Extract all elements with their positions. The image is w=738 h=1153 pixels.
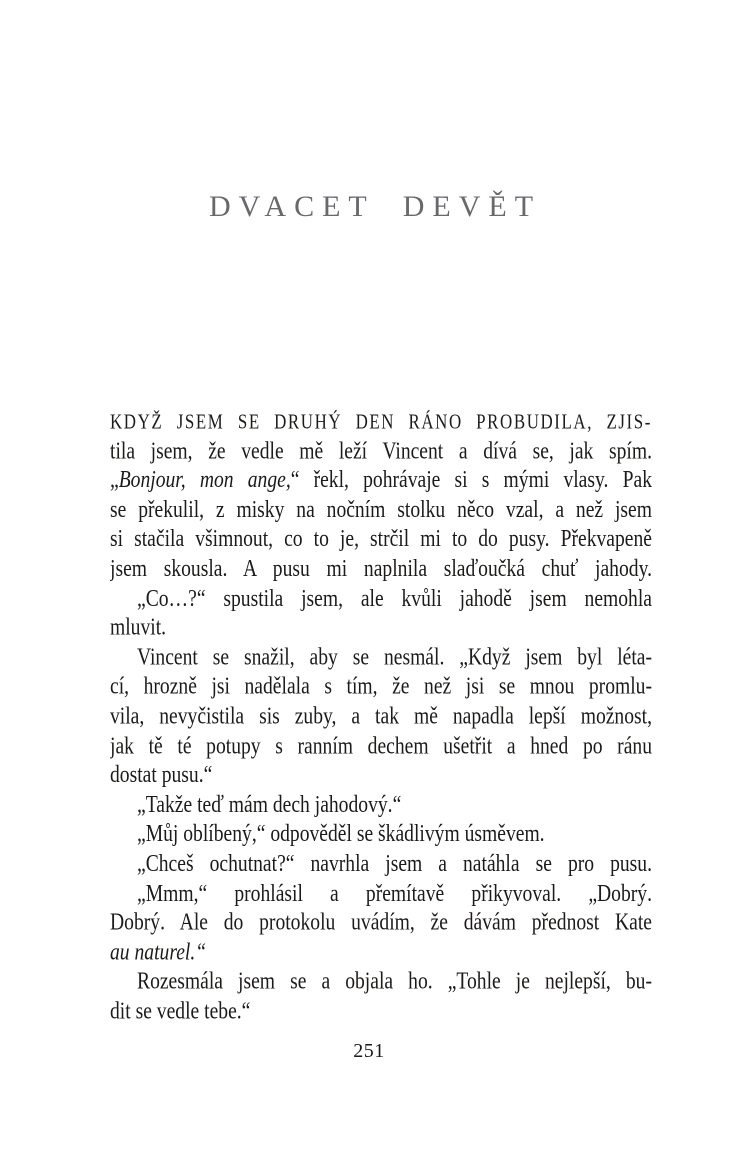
- text-line: [110, 702, 652, 731]
- text-line: [110, 938, 652, 967]
- text-line: [110, 820, 652, 849]
- text-line: [110, 790, 652, 819]
- text-run: jsem skousla. A pusu mi naplnila slaďoučká chuť jahody.: [110, 555, 652, 582]
- text-line: [110, 761, 652, 790]
- text-run: vila, nevyčistila sis zuby, a tak mě napadla lepší možnost,: [110, 703, 652, 730]
- italic-run: Bonjour, mon ange,: [118, 467, 291, 494]
- text-run: dit se vedle tebe.“: [110, 998, 251, 1025]
- text-run: mluvit.: [110, 614, 167, 641]
- text-run: tila jsem, že vedle mě leží Vincent a dívá se, jak spím.: [110, 437, 652, 464]
- text-line: [110, 554, 652, 583]
- text-line: [110, 849, 652, 878]
- text-run: “ řekl, pohrávaje si s mými vlasy. Pak: [290, 467, 652, 494]
- text-line: [110, 908, 652, 937]
- text-run: „Takže teď mám dech jahodový.“: [137, 791, 402, 818]
- text-run: „Mmm,“ prohlásil a přemítavě přikyvoval. „Dobrý.: [137, 880, 652, 907]
- text-line: [110, 672, 652, 701]
- body-text-block: [110, 407, 652, 1026]
- text-run: Dobrý. Ale do protokolu uvádím, že dávám přednost Kate: [110, 909, 652, 936]
- text-line: [110, 407, 652, 436]
- text-line: [110, 967, 652, 996]
- text-run: „: [110, 467, 119, 494]
- text-run: Rozesmála jsem se a objala ho. „Tohle je nejlepší, bu-: [137, 968, 652, 995]
- text-line: [110, 731, 652, 760]
- text-run: Vincent se snažil, aby se nesmál. „Když jsem byl léta-: [137, 644, 652, 671]
- text-run: „Můj oblíbený,“ odpověděl se škádlivým úsměvem.: [137, 821, 545, 848]
- page-number: 251: [353, 1040, 385, 1062]
- italic-run: au naturel.“: [110, 939, 207, 966]
- text-run: „Co…?“ spustila jsem, ale kvůli jahodě jsem nemohla: [137, 585, 652, 612]
- text-line: [110, 466, 652, 495]
- text-run: dostat pusu.“: [110, 762, 213, 789]
- text-line: [110, 525, 652, 554]
- text-run: si stačila všimnout, co to je, strčil mi to do pusy. Překvapeně: [110, 526, 652, 553]
- text-run: jak tě té potupy s ranním dechem ušetřit a hned po ránu: [110, 732, 652, 759]
- text-run: se překulil, z misky na nočním stolku něco vzal, a než jsem: [110, 496, 652, 523]
- text-run: „Chceš ochutnat?“ navrhla jsem a natáhla se pro pusu.: [137, 850, 652, 877]
- text-line: [110, 997, 652, 1026]
- text-line: [110, 495, 652, 524]
- text-line: [110, 879, 652, 908]
- text-line: [110, 643, 652, 672]
- text-line: [110, 436, 652, 465]
- text-run: cí, hrozně jsi nadělala s tím, že než jsi se mnou promlu-: [110, 673, 652, 700]
- text-line: [110, 613, 652, 642]
- small-caps-run: KDYŽ JSEM SE DRUHÝ DEN RÁNO PROBUDILA, ZJIS-: [110, 409, 652, 434]
- chapter-title: DVACET DEVĚT: [208, 190, 542, 223]
- text-line: [110, 584, 652, 613]
